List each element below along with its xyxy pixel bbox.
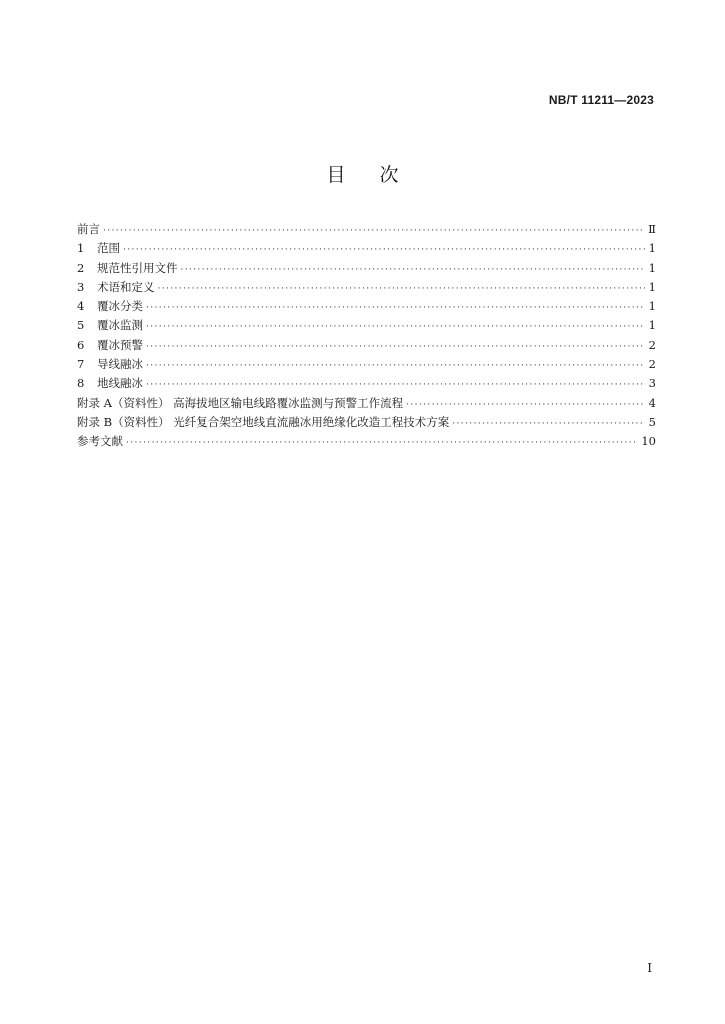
toc-entry-page: 2: [648, 337, 656, 352]
toc-entry-page: 4: [648, 395, 656, 410]
toc-leader-dots: [146, 357, 645, 376]
toc-leader-dots: [146, 299, 645, 318]
toc-entry-bibliography[interactable]: [77, 432, 656, 451]
toc-entry-icing-monitoring[interactable]: [77, 316, 656, 335]
toc-entry-page: 5: [648, 414, 656, 429]
toc-leader-dots: [146, 376, 645, 395]
toc-entry-label: 术语和定义: [97, 279, 155, 294]
toc-entry-page: Ⅱ: [648, 222, 656, 236]
toc-entry-label: 覆冰预警: [97, 337, 143, 352]
toc-entry-number: 3: [77, 279, 85, 294]
toc-entry-page: 2: [648, 357, 656, 372]
toc-leader-dots: [406, 396, 645, 415]
toc-entry-label: 导线融冰: [97, 357, 143, 372]
toc-entry-label: 覆冰分类: [97, 299, 143, 314]
toc-entry-page: 3: [648, 376, 656, 391]
toc-entry-conductor-deicing[interactable]: [77, 355, 656, 374]
toc-entry-number: 7: [77, 357, 85, 372]
toc-entry-label: 地线融冰: [97, 376, 143, 391]
toc-entry-appendix-b[interactable]: [77, 413, 656, 432]
toc-leader-dots: [146, 318, 645, 337]
toc-entry-page: 1: [648, 279, 656, 294]
toc-entry-scope[interactable]: [77, 239, 656, 258]
toc-entry-label: 覆冰监测: [97, 318, 143, 333]
toc-entry-normative-references[interactable]: [77, 259, 656, 278]
toc-leader-dots: [126, 434, 638, 453]
toc-entry-number: 4: [77, 299, 85, 314]
page-number: I: [647, 961, 652, 975]
toc-entry-page: 1: [648, 318, 656, 333]
toc-leader-dots: [146, 338, 645, 357]
toc-leader-dots: [103, 222, 645, 241]
toc-entry-foreword[interactable]: [77, 220, 656, 239]
toc-entry-number: 6: [77, 337, 85, 352]
toc-leader-dots: [123, 241, 645, 260]
toc-entry-number: 1: [77, 241, 85, 256]
toc-entry-page: 10: [641, 434, 656, 449]
toc-entry-label: 范围: [97, 241, 120, 256]
toc-entry-label: 附录 B（资料性） 光纤复合架空地线直流融冰用绝缘化改造工程技术方案: [77, 414, 450, 429]
toc-entry-page: 1: [648, 260, 656, 275]
toc-entry-label: 规范性引用文件: [97, 260, 178, 275]
toc-entry-page: 1: [648, 241, 656, 256]
toc-entry-label: 前言: [77, 222, 100, 236]
toc-leader-dots: [158, 280, 646, 299]
toc-entry-appendix-a[interactable]: [77, 394, 656, 413]
toc-entry-label: 附录 A（资料性） 高海拔地区输电线路覆冰监测与预警工作流程: [77, 395, 404, 410]
toc-leader-dots: [181, 261, 646, 280]
toc-entry-number: 5: [77, 318, 85, 333]
page-title: 目次: [326, 164, 433, 186]
toc-entry-number: 2: [77, 260, 85, 275]
toc-entry-icing-warning[interactable]: [77, 336, 656, 355]
toc-entry-page: 1: [648, 299, 656, 314]
toc-entry-label: 参考文献: [77, 434, 123, 449]
toc-entry-terms-definitions[interactable]: [77, 278, 656, 297]
toc-entry-ground-wire-deicing[interactable]: [77, 374, 656, 393]
standard-code: NB/T 11211—2023: [548, 93, 654, 107]
toc-entry-number: 8: [77, 376, 85, 391]
toc-entry-icing-classification[interactable]: [77, 297, 656, 316]
toc-leader-dots: [452, 415, 645, 434]
table-of-contents: [77, 220, 656, 452]
